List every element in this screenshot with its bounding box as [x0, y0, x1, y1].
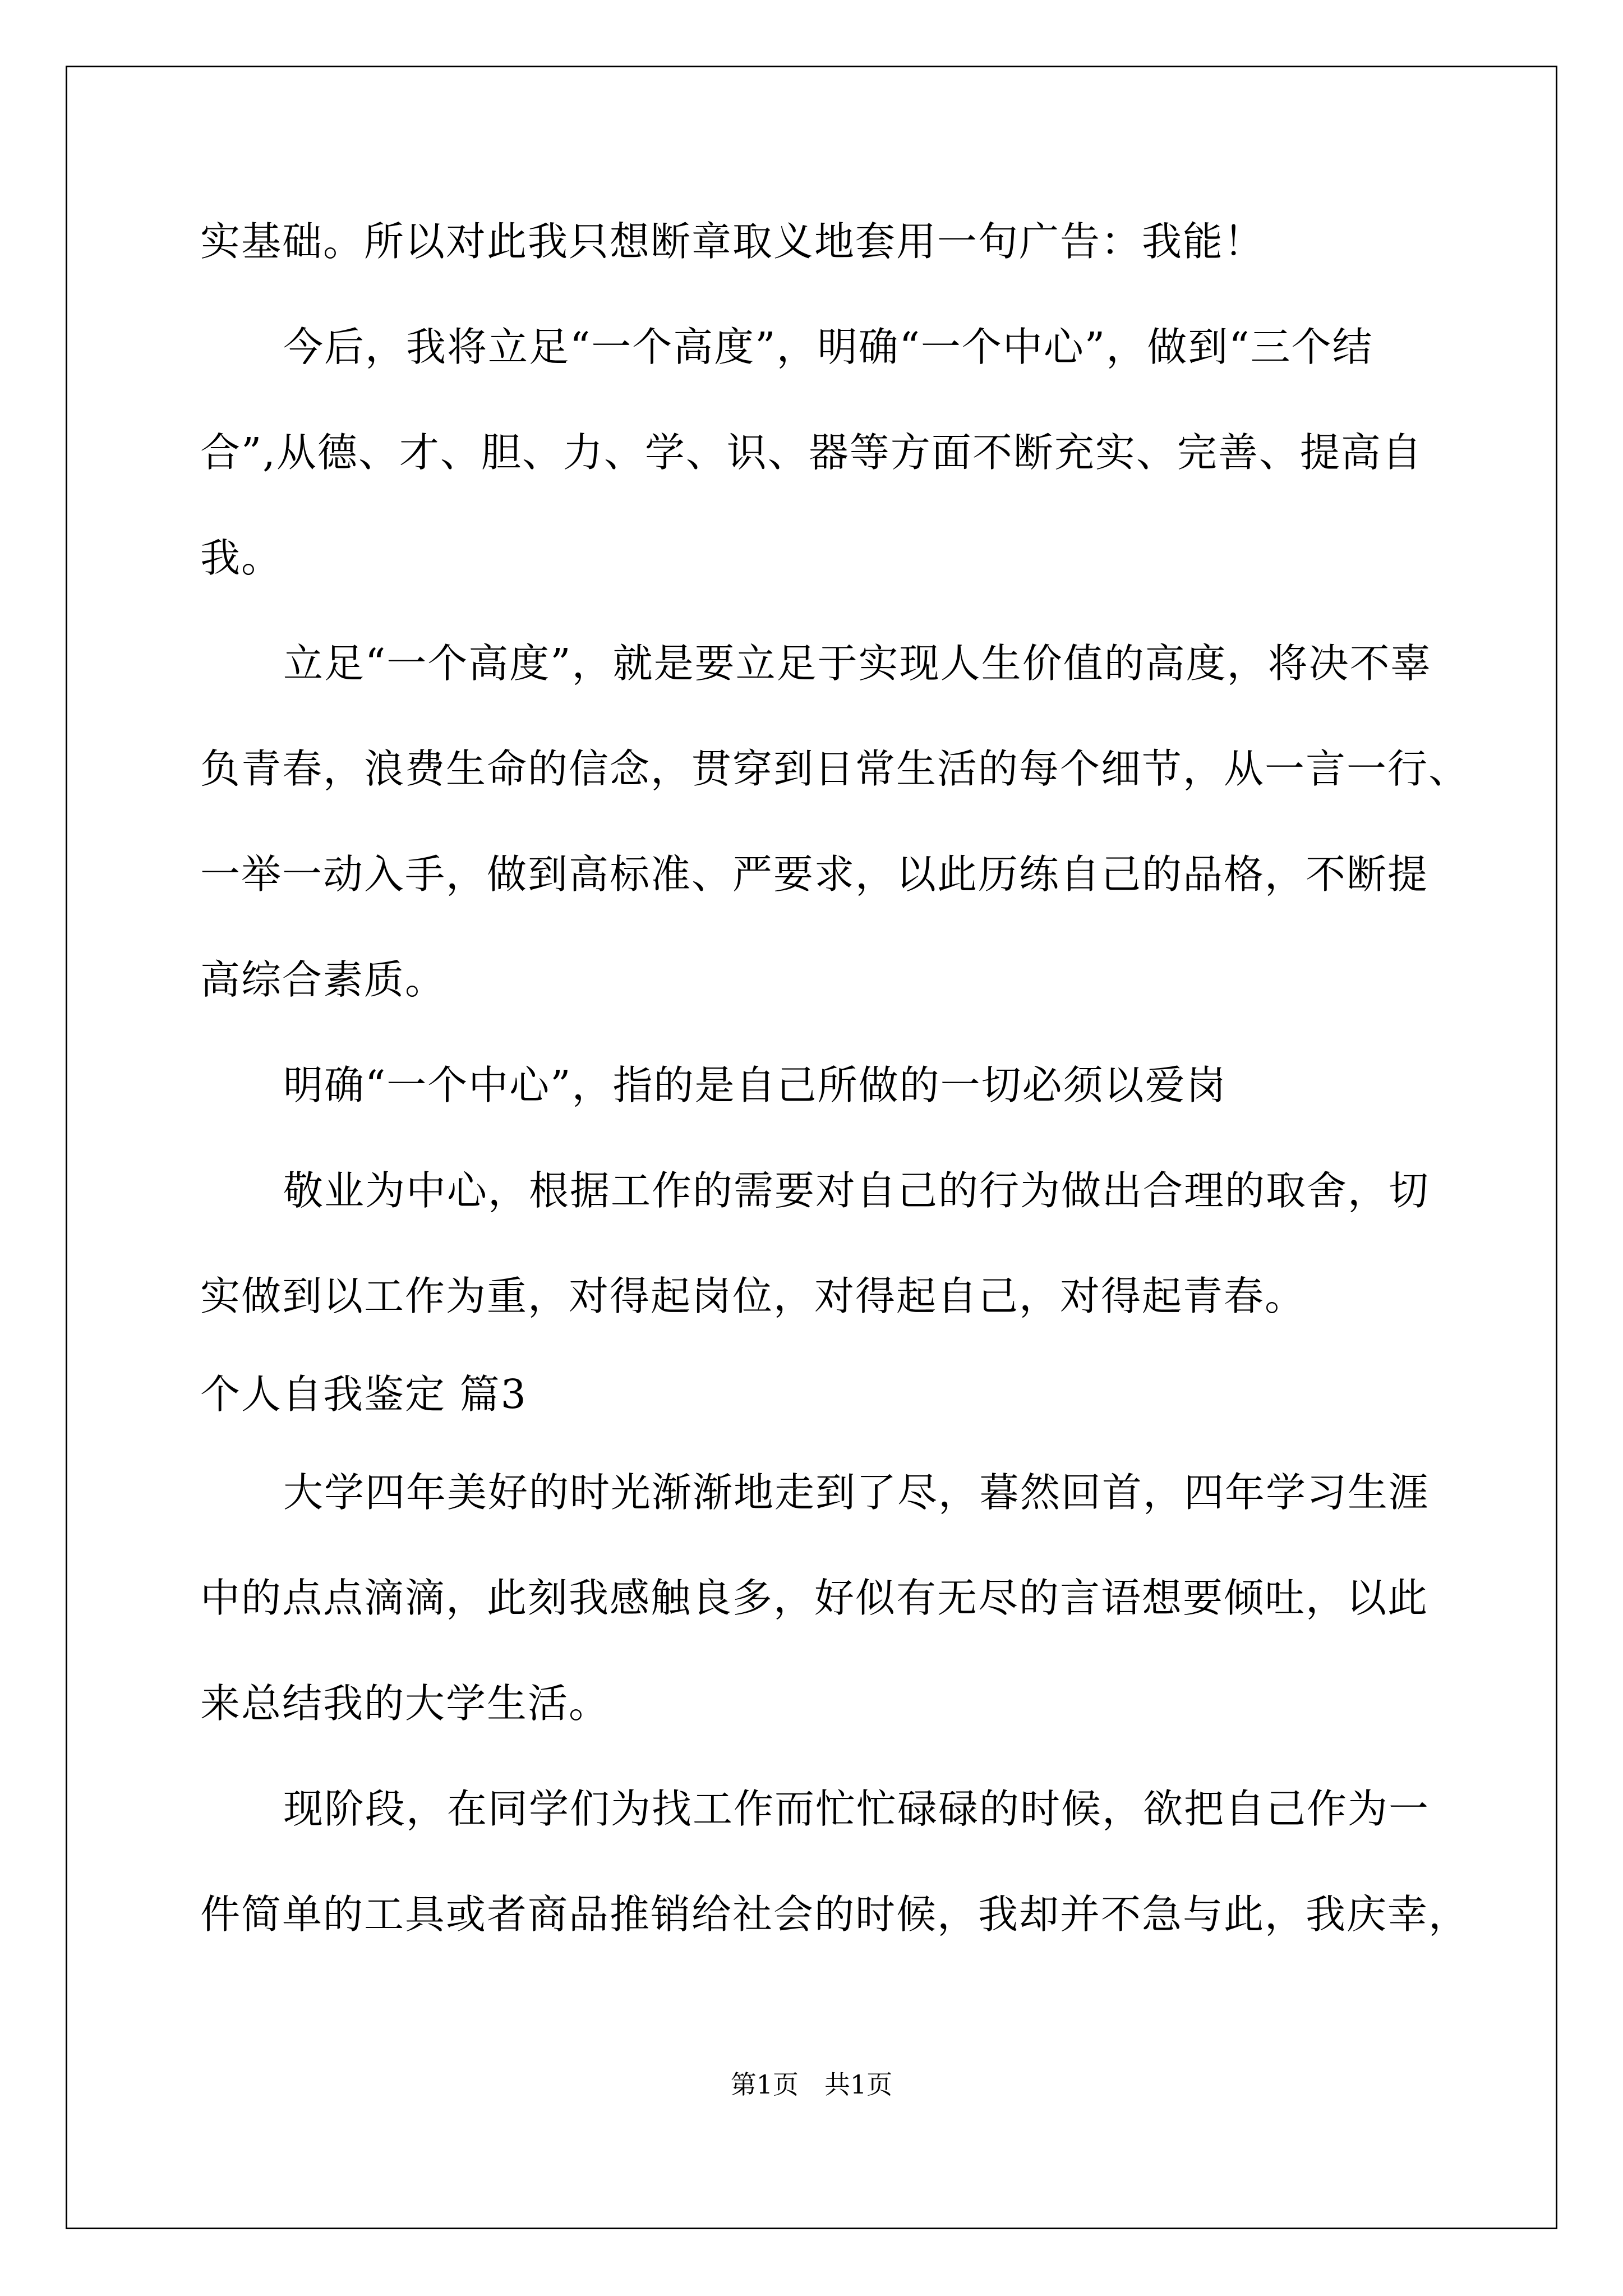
text-line: 实做到以工作为重，对得起岗位，对得起自己，对得起青春。 [200, 1273, 1306, 1319]
text-line: 大学四年美好的时光渐渐地走到了尽，暮然回首，四年学习生涯 [283, 1469, 1430, 1516]
text-line: 合”,从德、才、胆、力、学、识、器等方面不断充实、完善、提高自 [200, 429, 1423, 476]
text-line: 明确“一个中心”，指的是自己所做的一切必须以爱岗 [283, 1062, 1227, 1108]
text-line: 一举一动入手，做到高标准、严要求，以此历练自己的品格，不断提 [200, 851, 1429, 898]
text-line: 实基础。所以对此我只想断章取义地套用一句广告：我能！ [200, 218, 1265, 265]
text-line: 我。 [200, 535, 283, 581]
text-line: 来总结我的大学生活。 [200, 1680, 610, 1727]
text-line: 立足“一个高度”，就是要立足于实现人生价值的高度，将决不辜 [283, 640, 1432, 687]
page-footer: 第1页 共1页 [730, 2069, 893, 2100]
section-heading: 个人自我鉴定 篇3 [200, 1371, 527, 1418]
text-line: 敬业为中心，根据工作的需要对自己的行为做出合理的取舍，切 [283, 1167, 1430, 1214]
text-line: 负青春，浪费生命的信念，贯穿到日常生活的每个细节，从一言一行、 [200, 746, 1470, 792]
text-line: 中的点点滴滴，此刻我感触良多，好似有无尽的言语想要倾吐，以此 [200, 1575, 1429, 1621]
text-line: 现阶段，在同学们为找工作而忙忙碌碌的时候，欲把自己作为一 [283, 1786, 1430, 1832]
text-line: 今后，我将立足“一个高度”，明确“一个中心”，做到“三个结 [283, 324, 1373, 370]
text-line: 件简单的工具或者商品推销给社会的时候，我却并不急与此，我庆幸， [200, 1891, 1470, 1938]
text-line: 高综合素质。 [200, 956, 446, 1003]
